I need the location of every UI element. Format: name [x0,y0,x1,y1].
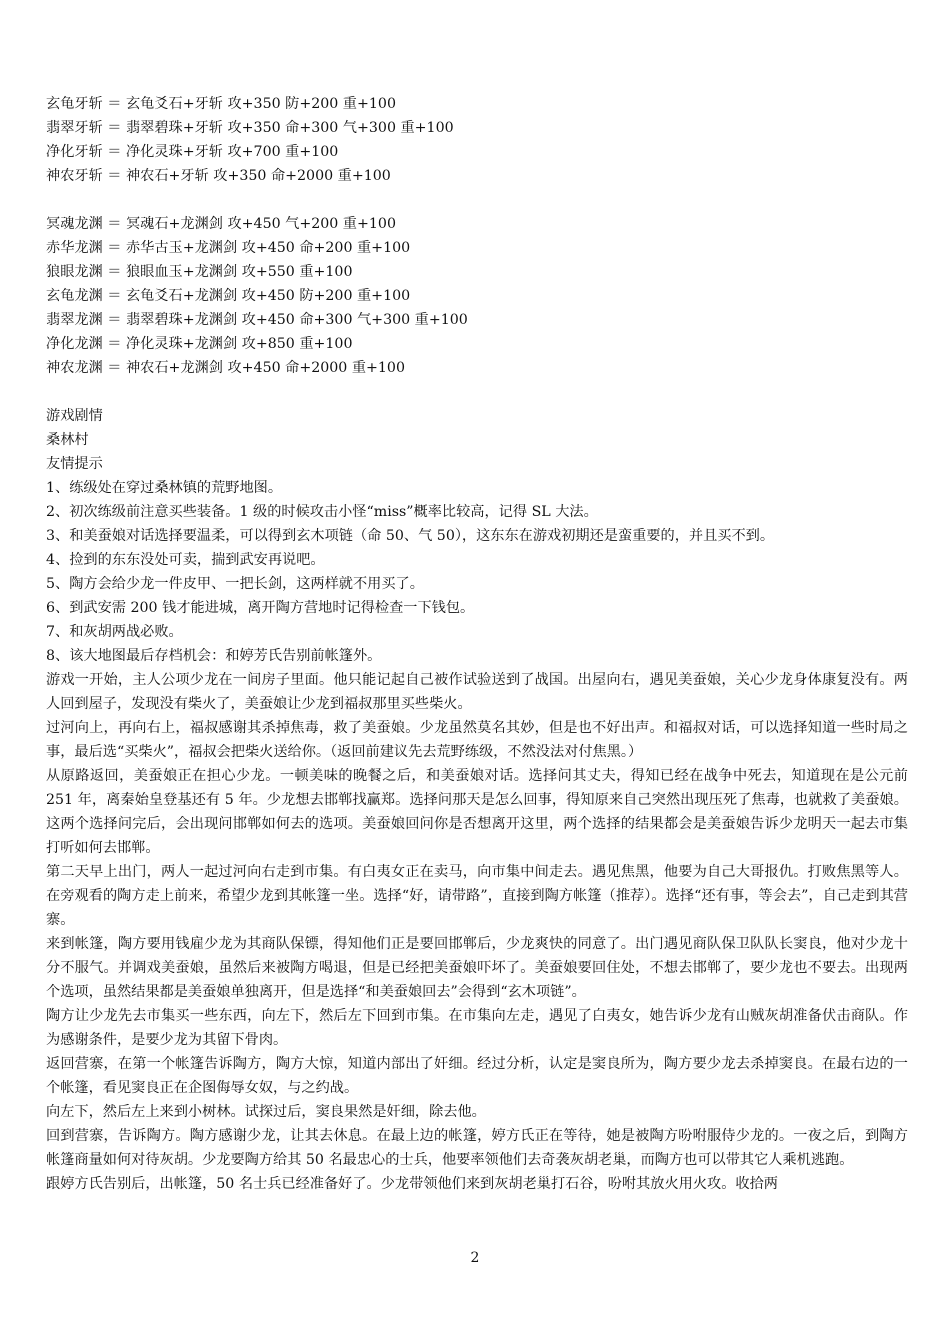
story-paragraph: 向左下，然后左上来到小树林。试探过后，窦良果然是奸细，除去他。 [46,1104,486,1120]
story-paragraph: 跟婷方氏告别后，出帐篷，50 名士兵已经准备好了。少龙带领他们来到灰胡老巢打石谷，吩咐其放火用火攻。收拾两 [46,1176,778,1192]
recipe-line: 净化牙斩 ＝ 净化灵珠+牙斩 攻+700 重+100 [46,144,339,160]
tip-item: 8、该大地图最后存档机会：和婷芳氏告别前帐篷外。 [46,648,382,664]
section-title: 游戏剧情 [46,408,103,424]
recipe-line: 翡翠牙斩 ＝ 翡翠碧珠+牙斩 攻+350 命+300 气+300 重+100 [46,120,454,136]
recipe-line: 冥魂龙渊 ＝ 冥魂石+龙渊剑 攻+450 气+200 重+100 [46,216,396,232]
tips-list [46,476,908,668]
spacer [46,380,908,404]
tip-item: 1、练级处在穿过桑林镇的荒野地图。 [46,480,283,496]
recipe-line: 神农龙渊 ＝ 神农石+龙渊剑 攻+450 命+2000 重+100 [46,360,405,376]
document-body [46,92,908,1196]
tip-item: 6、到武安需 200 钱才能进城，离开陶方营地时记得检查一下钱包。 [46,600,475,616]
recipe-line: 赤华龙渊 ＝ 赤华古玉+龙渊剑 攻+450 命+200 重+100 [46,240,411,256]
recipe-list-fang-zhan [46,92,908,188]
recipe-line: 玄龟牙斩 ＝ 玄龟爻石+牙斩 攻+350 防+200 重+100 [46,96,396,112]
page-number: 2 [470,1250,480,1266]
story-paragraph: 从原路返回，美蚕娘正在担心少龙。一顿美味的晚餐之后，和美蚕娘对话。选择问其丈夫，得知已经在战争中死去，知道现在是公元前 251 年，离秦始皇登基还有 5 年。少龙想去邯郸找赢郑。选择问那天是怎么回事，得知原来自己突然出现压死了焦毒，也就救了美蚕娘。这两个选择问完后，会出现问邯郸如何去的选项。美蚕娘回问你是否想离开这里，两个选择的结果都会是美蚕娘告诉少龙明天一起去市集打听如何去邯郸。 [46,768,908,856]
recipe-list-long-yuan [46,212,908,380]
tips-title: 友情提示 [46,456,103,472]
story-paragraph: 陶方让少龙先去市集买一些东西，向左下，然后左下回到市集。在市集向左走，遇见了白夷女，她告诉少龙有山贼灰胡准备伏击商队。作为感谢条件，是要少龙为其留下骨肉。 [46,1008,908,1048]
recipe-line: 翡翠龙渊 ＝ 翡翠碧珠+龙渊剑 攻+450 命+300 气+300 重+100 [46,312,468,328]
story-paragraph: 过河向上，再向右上，福叔感谢其杀掉焦毒，救了美蚕娘。少龙虽然莫名其妙，但是也不好出声。和福叔对话，可以选择知道一些时局之事，最后选“买柴火”，福叔会把柴火送给你。（返回前建议先去荒野练级，不然没法对付焦黑。） [46,720,908,760]
tip-item: 4、捡到的东东没处可卖，揣到武安再说吧。 [46,552,325,568]
location-title: 桑林村 [46,432,89,448]
recipe-line: 狼眼龙渊 ＝ 狼眼血玉+龙渊剑 攻+550 重+100 [46,264,353,280]
tip-item: 7、和灰胡两战必败。 [46,624,183,640]
story-paragraph: 游戏一开始，主人公项少龙在一间房子里面。他只能记起自己被作试验送到了战国。出屋向右，遇见美蚕娘，关心少龙身体康复没有。两人回到屋子，发现没有柴火了，美蚕娘让少龙到福叔那里买些柴火。 [46,672,908,712]
story-text [46,668,908,1196]
recipe-line: 净化龙渊 ＝ 净化灵珠+龙渊剑 攻+850 重+100 [46,336,353,352]
tip-item: 2、初次练级前注意买些装备。1 级的时候攻击小怪“miss”概率比较高，记得 SL 大法。 [46,504,598,520]
spacer [46,188,908,212]
tip-item: 5、陶方会给少龙一件皮甲、一把长剑，这两样就不用买了。 [46,576,424,592]
story-paragraph: 来到帐篷，陶方要用钱雇少龙为其商队保镖，得知他们正是要回邯郸后，少龙爽快的同意了。出门遇见商队保卫队队长窦良，他对少龙十分不服气。并调戏美蚕娘，虽然后来被陶方喝退，但是已经把美蚕娘吓坏了。美蚕娘要回住处，不想去邯郸了，要少龙也不要去。出现两个选项，虽然结果都是美蚕娘单独离开，但是选择“和美蚕娘回去”会得到“玄木项链”。 [46,936,908,1000]
recipe-line: 玄龟龙渊 ＝ 玄龟爻石+龙渊剑 攻+450 防+200 重+100 [46,288,411,304]
story-paragraph: 第二天早上出门，两人一起过河向右走到市集。有白夷女正在卖马，向市集中间走去。遇见焦黑，他要为自己大哥报仇。打败焦黑等人。在旁观看的陶方走上前来，希望少龙到其帐篷一坐。选择“好，请带路”，直接到陶方帐篷（推荐）。选择“还有事，等会去”，自己走到其营寨。 [46,864,908,928]
story-paragraph: 返回营寨，在第一个帐篷告诉陶方，陶方大惊，知道内部出了奸细。经过分析，认定是窦良所为，陶方要少龙去杀掉窦良。在最右边的一个帐篷，看见窦良正在企图侮辱女奴，与之约战。 [46,1056,908,1096]
tip-item: 3、和美蚕娘对话选择要温柔，可以得到玄木项链（命 50、气 50），这东东在游戏初期还是蛮重要的，并且买不到。 [46,528,775,544]
recipe-line: 神农牙斩 ＝ 神农石+牙斩 攻+350 命+2000 重+100 [46,168,391,184]
story-paragraph: 回到营寨，告诉陶方。陶方感谢少龙，让其去休息。在最上边的帐篷，婷方氏正在等待，她是被陶方吩咐服侍少龙的。一夜之后，到陶方帐篷商量如何对待灰胡。少龙要陶方给其 50 名最忠心的士兵，他要率领他们去奇袭灰胡老巢，而陶方也可以带其它人乘机逃跑。 [46,1128,908,1168]
